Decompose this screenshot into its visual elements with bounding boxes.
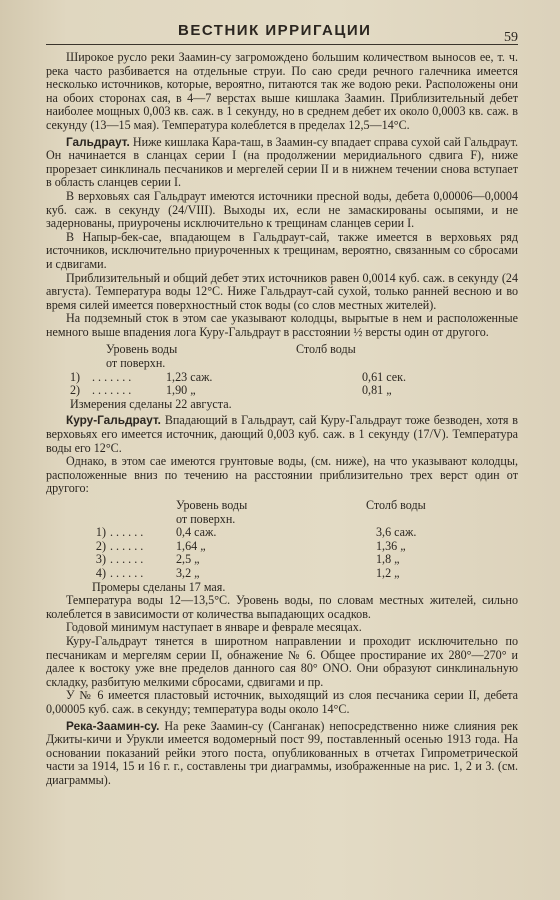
- paragraph-kuru-galdraut-text: Впадающий в Гальдраут, сай Куру-Гальдраут тоже безводен, хотя в верховьях его имеется источник, дающий 0,003 куб. саж. в 1 секунду (17/V). Температура воды его 12°С.: [46, 413, 518, 455]
- water-level: 1,23 саж.: [166, 369, 213, 384]
- row-number: 4): [95, 565, 106, 580]
- paragraph-wells: На подземный сток в этом сае указывают колодцы, вырытые в нем и расположенные немного выше впадения лога Куру-Гальдраут в расстоянии ½ версты один от другого.: [46, 311, 518, 339]
- wells-table-1: [70, 342, 518, 411]
- table2-col-level-line1: Уровень воды: [176, 498, 248, 512]
- water-column: 3,6 саж.: [376, 525, 417, 540]
- paragraph-kuru-galdraut: [46, 414, 518, 455]
- table1-col-level-line1: Уровень воды: [106, 342, 178, 357]
- paragraph-napyr-bek: В Напыр-бек-сае, впадающем в Гальдраут-сай, также имеется в верховьях ряд источников, исключительно приуроченных к трещинам, вероятно, связанным со сбросами и сдвигами.: [46, 229, 518, 271]
- row-number: 2): [70, 383, 81, 398]
- table-row: [76, 567, 518, 581]
- section-heading-galdraut: Гальдраут.: [66, 134, 130, 149]
- paragraph-zaamin-su: [46, 720, 518, 788]
- water-level: 0,4 саж.: [176, 525, 217, 540]
- water-column: 0,61 сек.: [362, 369, 406, 384]
- section-heading-kuru-galdraut: Куру-Гальдраут.: [66, 413, 161, 428]
- table2-col-column: Столб воды: [366, 498, 426, 512]
- article-body: [46, 51, 518, 787]
- wells-table-2: [92, 498, 518, 594]
- page-number: 59: [504, 30, 518, 45]
- table-row: [76, 526, 518, 540]
- paragraph-zaamin-riverbed: Широкое русло реки Заамин-су загромождено большим количеством выносов ее, т. ч. река часто разбивается на отдельные струи. По саю среди речного галечника имеется несколько источников, которые, вероятно, питаются так же водою реки. Расположены они на обоих сторонах сая, в 4—7 верстах выше кишлака Заамин. Приблизительный дебет наиболее мощных 0,003 кв. саж. в 1 секунду, но в среднем дебет их около 0,0003 кв. саж. в секунду (13—15 мая). Температура колеблется в пределах 12,5—14°С.: [46, 50, 518, 132]
- paragraph-total-debit: Приблизительный и общий дебет этих источников равен 0,0014 куб. саж. в секунду (24 августа). Температура воды 12°С. Ниже Гальдраут-сай сухой, только ранней весною и во время силей имеется поверхностный сток воды (со слов местных жителей).: [46, 270, 518, 312]
- table1-note: Измерения сделаны 22 августа.: [70, 396, 232, 411]
- table2-col-level-line2: от поверхн.: [176, 511, 236, 526]
- paragraph-stratal-spring: У № 6 имеется пластовый источник, выходящий из слоя песчаника серии II, дебета 0,00005 куб. саж. в секунду; температура воды около 14°С.: [46, 688, 518, 716]
- water-column: 1,36 „: [376, 538, 406, 553]
- page-header: [46, 0, 518, 45]
- leader-dots: . . . . . . .: [92, 369, 132, 384]
- water-level: 1,90 „: [166, 383, 196, 398]
- table-row: [76, 553, 518, 567]
- paragraph-galdraut-text: Ниже кишлака Кара-таш, в Заамин-су впадает справа сухой сай Гальдраут. Он начинается в сланцах серии I (на продолжении меридиального сдвига F), ниже прорезает синклиналь песчаников и мергелей серии II и в нижнем течении снова вступает в область сланцев серии I.: [46, 134, 518, 190]
- water-level: 1,64 „: [176, 538, 206, 553]
- table-row: [70, 384, 518, 398]
- paragraph-zaamin-su-text: На реке Заамин-су (Санганак) непосредственно ниже слияния рек Джиты-кичи и Урукли имеется водомерный пост 99, поставленный осенью 1913 года. На основании показаний рейки этого поста, опубликованных в отчетах Гипрометрической части за 1914, 15 и 16 г. г., составлены три диаграммы, изображенные на рис. 1, 2 и 3. (см. диаграммы).: [46, 718, 518, 787]
- water-column: 1,2 „: [376, 565, 400, 580]
- leader-dots: . . . . . .: [110, 565, 144, 580]
- section-heading-zaamin-su: Река-Заамин-су.: [66, 718, 160, 733]
- paragraph-strike: Куру-Гальдраут тянется в широтном направлении и проходит исключительно по песчаникам и мергелям серии II, обнажение № 6. Общее простирание их 280°—270° и далее к востоку уже вне пределов данного сая 80° ONO. Они образуют синклинальную складку, разбитую мелкими сбросами, сдвигами и пр.: [46, 633, 518, 689]
- paragraph-galdraut-springs: В верховьях сая Гальдраут имеются источники пресной воды, дебета 0,00006—0,0004 куб. саж. в секунду (24/VIII). Выходы их, если не замаскированы осыпями, и не задернованы, приурочены исключительно к трещинам сланцев серии I.: [46, 188, 518, 231]
- row-number: 1): [70, 369, 81, 384]
- water-column: 0,81 „: [362, 383, 392, 398]
- paragraph-galdraut: [46, 136, 518, 190]
- water-column: 1,8 „: [376, 552, 400, 567]
- paragraph-annual-minimum: Годовой минимум наступает в январе и феврале месяцах.: [66, 620, 362, 635]
- row-number: 1): [95, 525, 106, 540]
- leader-dots: . . . . . .: [110, 525, 144, 540]
- wells-table-1-header: [106, 343, 518, 370]
- leader-dots: . . . . . . .: [92, 383, 132, 398]
- paragraph-temperature: Температура воды 12—13,5°С. Уровень воды, по словам местных жителей, сильно колеблется в зависимости от количества выпадающих осадков.: [46, 593, 518, 621]
- table1-col-level-line2: от поверхн.: [106, 356, 166, 371]
- water-level: 2,5 „: [176, 552, 200, 567]
- leader-dots: . . . . . .: [110, 552, 144, 567]
- table2-note: Промеры сделаны 17 мая.: [92, 579, 226, 594]
- table-row: [70, 371, 518, 385]
- table1-col-column: Столб воды: [296, 342, 356, 357]
- table-row: [76, 540, 518, 554]
- leader-dots: . . . . . .: [110, 538, 144, 553]
- paragraph-groundwater: Однако, в этом сае имеются грунтовые воды, (см. ниже), на что указывают колодцы, расположенные вниз по течению на расстоянии приблизительно трех верст один от другого:: [46, 454, 518, 496]
- running-title: ВЕСТНИК ИРРИГАЦИИ: [178, 22, 372, 39]
- water-level: 3,2 „: [176, 565, 200, 580]
- wells-table-2-header: [176, 499, 518, 526]
- row-number: 2): [95, 538, 106, 553]
- row-number: 3): [95, 552, 106, 567]
